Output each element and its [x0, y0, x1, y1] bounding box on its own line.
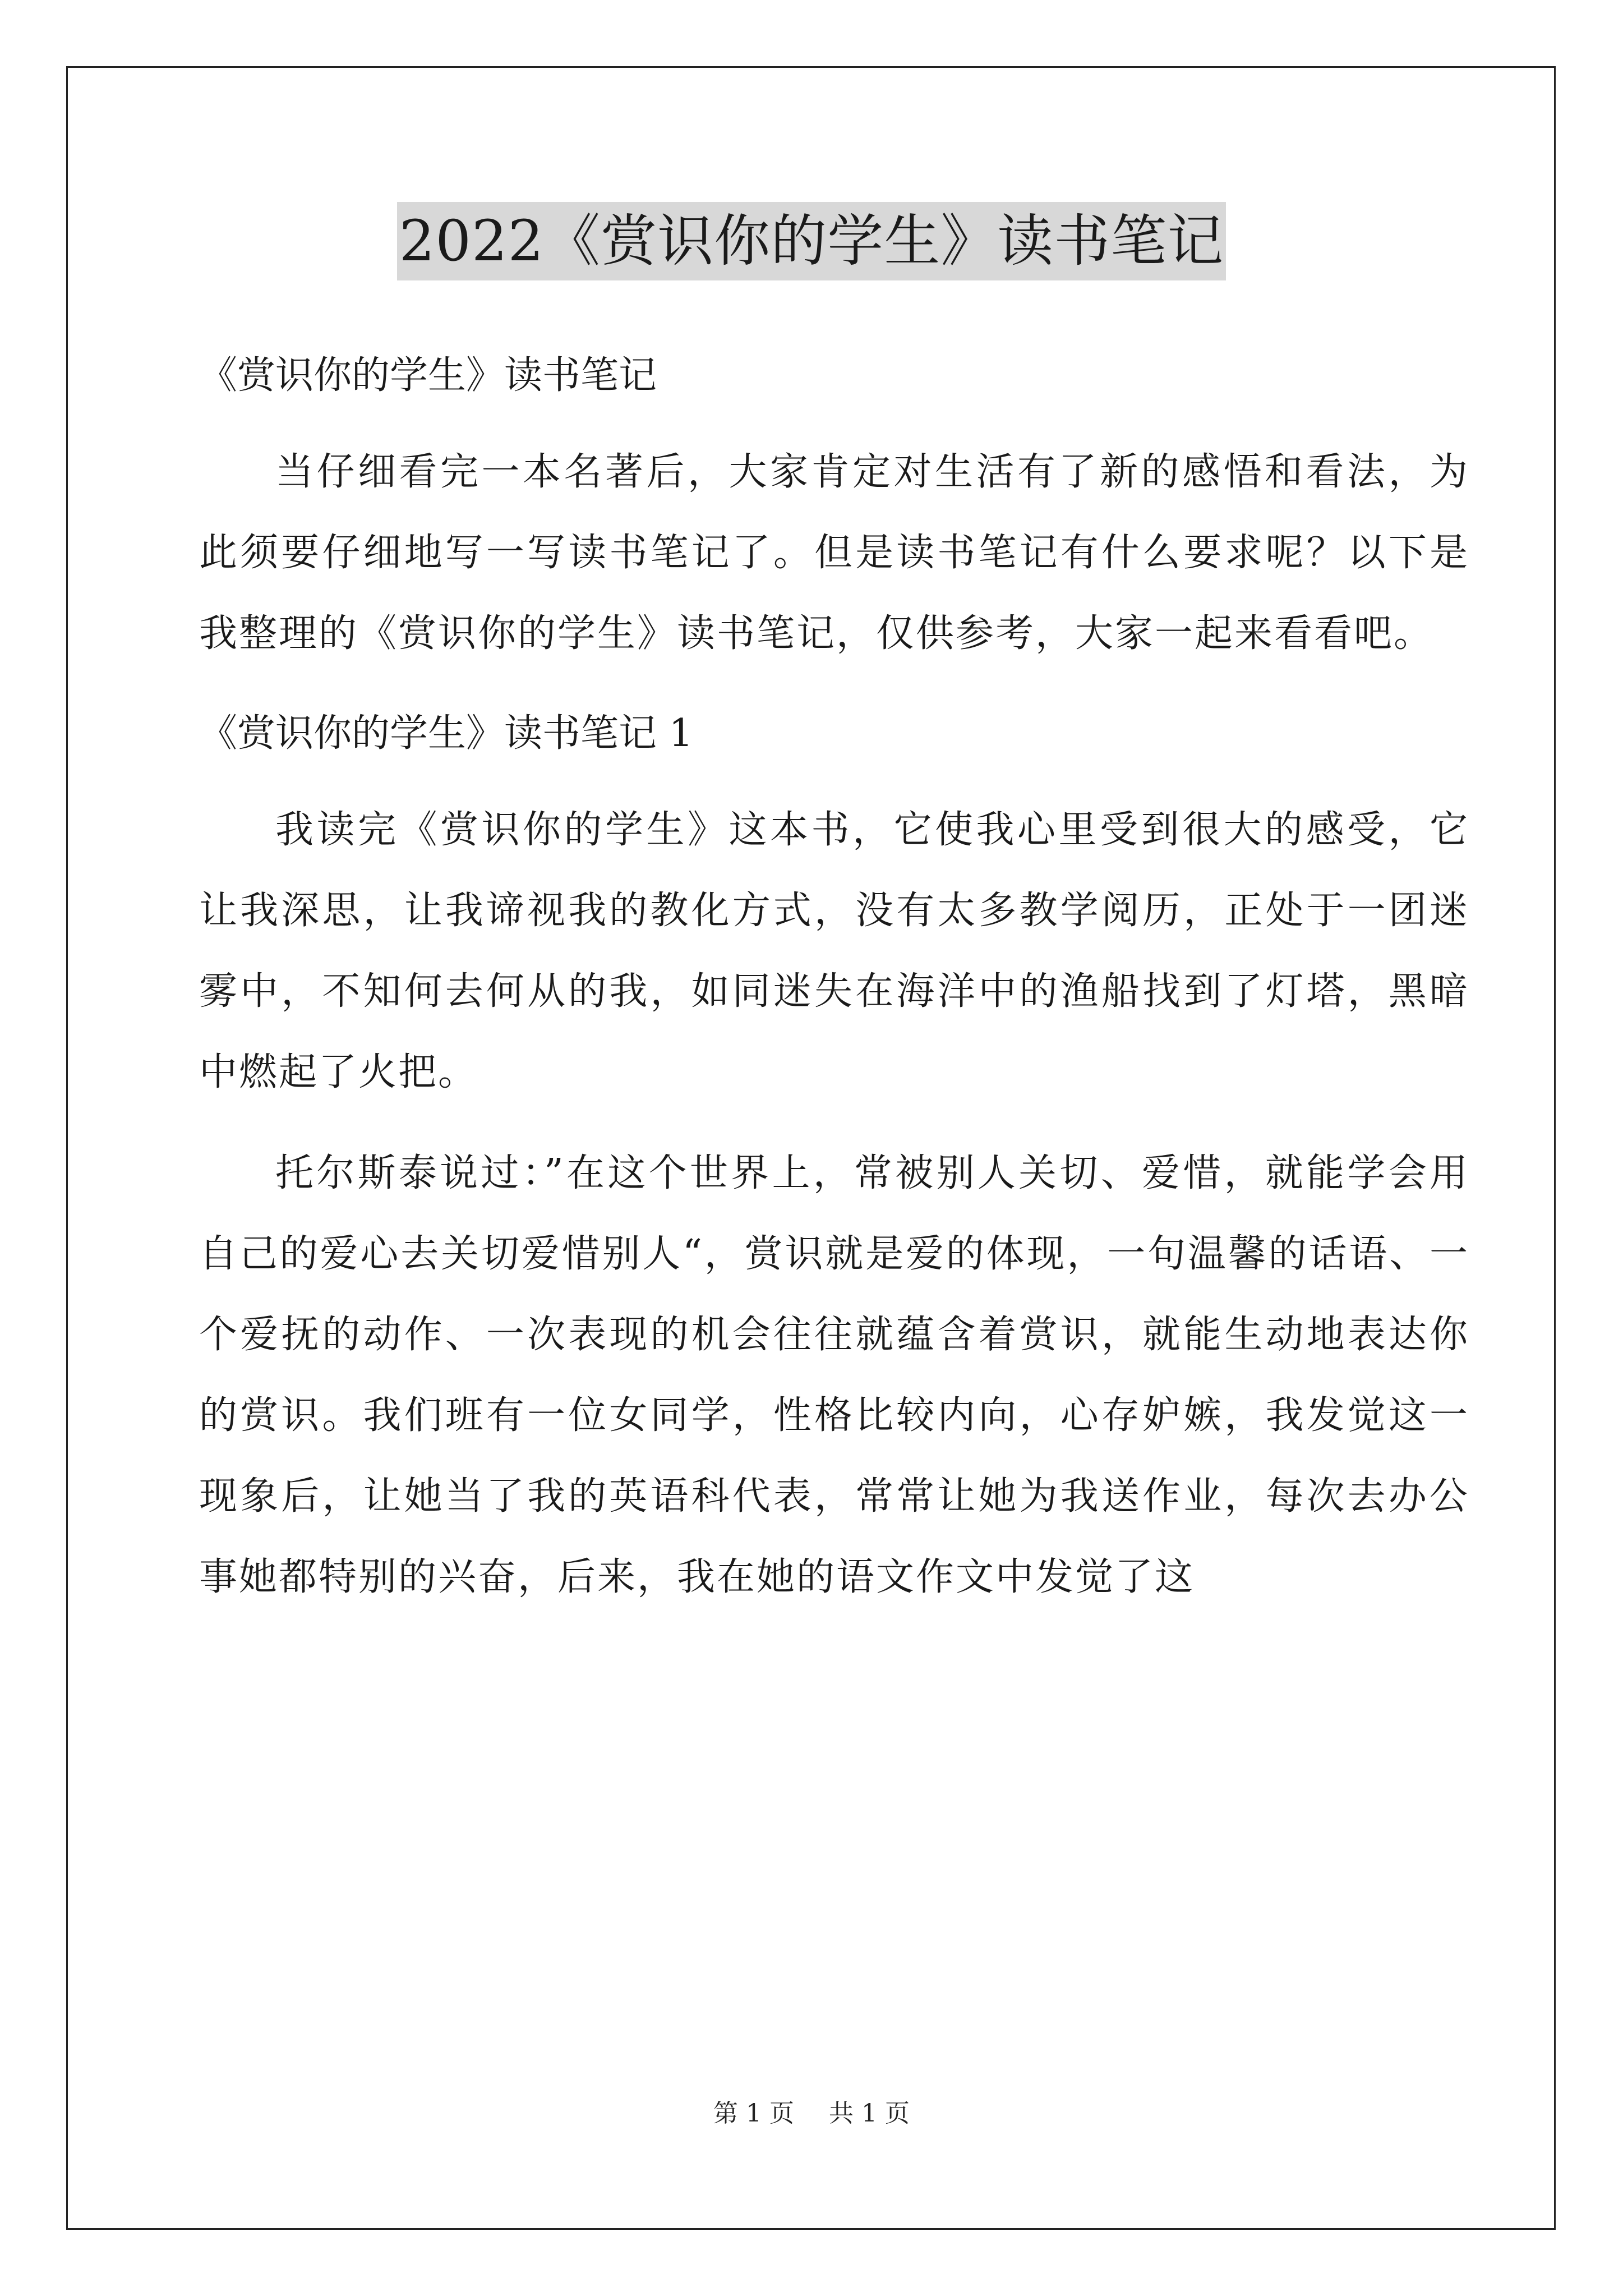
section-heading: 《赏识你的学生》读书笔记 1 [199, 711, 693, 756]
document-subtitle: 《赏识你的学生》读书笔记 [199, 353, 657, 398]
document-title: 2022《赏识你的学生》读书笔记 [397, 202, 1227, 280]
page-footer [0, 2097, 1623, 2131]
body-paragraph: 托尔斯泰说过：”在这个世界上，常被别人关切、爱惜，就能学会用自己的爱心去关切爱惜别人“，赏识就是爱的体现，一句温馨的话语、一个爱抚的动作、一次表现的机会往往就蕴含着赏识，就能生动地表达你的赏识。我们班有一位女同学，性格比较内向，心存妒嫉，我发觉这一现象后，让她当了我的英语科代表，常常让她为我送作业，每次去办公事她都特别的兴奋，后来，我在她的语文作文中发觉了这 [199, 1151, 1469, 1599]
page-number: 第 1 页 [713, 2099, 794, 2128]
body-paragraph: 我读完《赏识你的学生》这本书，它使我心里受到很大的感受，它让我深思，让我谛视我的教化方式，没有太多教学阅历，正处于一团迷雾中，不知何去何从的我，如同迷失在海洋中的渔船找到了灯塔，黑暗中燃起了火把。 [199, 808, 1469, 1094]
intro-paragraph: 当仔细看完一本名著后，大家肯定对生活有了新的感悟和看法，为此须要仔细地写一写读书笔记了。但是读书笔记有什么要求呢？以下是我整理的《赏识你的学生》读书笔记，仅供参考，大家一起来看看吧。 [199, 450, 1469, 656]
page-total: 共 1 页 [829, 2099, 910, 2128]
document-body [199, 337, 1469, 1618]
title-container [0, 202, 1623, 280]
